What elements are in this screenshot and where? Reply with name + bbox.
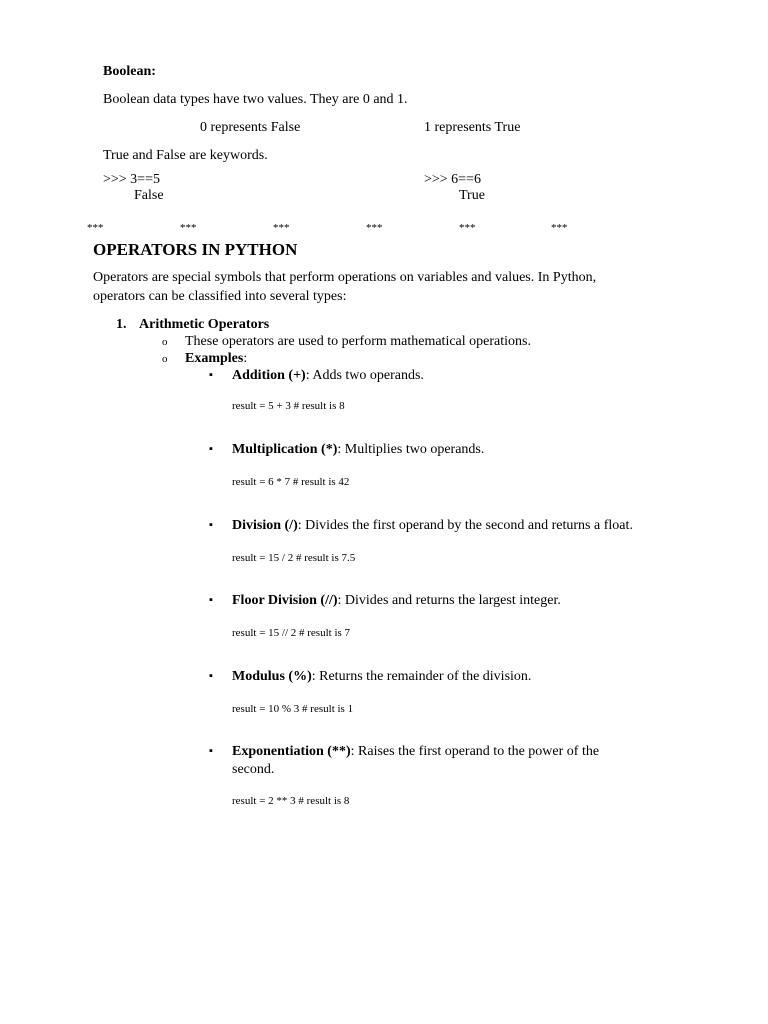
section-number: 1. [116,317,127,332]
multiplication-name: Multiplication (*) [232,442,338,457]
circle-bullet: o [162,353,168,365]
keywords-text: True and False are keywords. [103,148,268,163]
floor-division-code: result = 15 // 2 # result is 7 [232,627,351,639]
operators-intro-line2: operators can be classified into several types: [93,289,347,304]
exponentiation-name: Exponentiation (**) [232,744,351,759]
multiplication-item [232,442,484,459]
modulus-item [232,669,531,686]
division-desc: : Divides the first operand by the second and returns a float. [297,518,633,533]
bullet-description: These operators are used to perform mathematical operations. [185,334,531,349]
exponentiation-code: result = 2 ** 3 # result is 8 [232,795,350,807]
floor-division-desc: : Divides and returns the largest integer. [337,593,561,608]
separator-stars: *** [459,222,476,234]
square-bullet: ▪ [209,594,213,606]
exponentiation-desc-continued: second. [232,762,275,777]
multiplication-code: result = 6 * 7 # result is 42 [232,476,350,488]
square-bullet: ▪ [209,519,213,531]
boolean-intro: Boolean data types have two values. They are 0 and 1. [103,92,408,107]
operators-title: OPERATORS IN PYTHON [93,240,298,259]
separator-stars: *** [180,222,197,234]
separator-stars: *** [87,222,104,234]
example2-code: >>> 6==6 [424,172,481,187]
square-bullet: ▪ [209,443,213,455]
division-item [232,518,633,535]
section-title: Arithmetic Operators [139,317,270,332]
operators-intro-line1: Operators are special symbols that perform operations on variables and values. In Python, [93,270,597,285]
examples-bold: Examples [185,351,244,366]
addition-code: result = 5 + 3 # result is 8 [232,400,345,412]
separator-stars: *** [551,222,568,234]
modulus-name: Modulus (%) [232,669,312,684]
division-name: Division (/) [232,518,298,533]
example2-result: True [459,188,485,203]
examples-label [185,351,247,368]
addition-item [232,368,424,385]
modulus-code: result = 10 % 3 # result is 1 [232,703,354,715]
division-code: result = 15 / 2 # result is 7.5 [232,552,356,564]
square-bullet: ▪ [209,745,213,757]
square-bullet: ▪ [209,670,213,682]
addition-desc: : Adds two operands. [305,368,424,383]
floor-division-name: Floor Division (//) [232,593,338,608]
examples-colon: : [243,351,248,366]
separator-stars: *** [273,222,290,234]
circle-bullet: o [162,336,168,348]
exponentiation-item [232,744,599,761]
example1-result: False [134,188,164,203]
multiplication-desc: : Multiplies two operands. [337,442,485,457]
example1-code: >>> 3==5 [103,172,160,187]
boolean-heading: Boolean: [103,64,156,79]
zero-represents-false: 0 represents False [200,120,301,135]
modulus-desc: : Returns the remainder of the division. [311,669,532,684]
floor-division-item [232,593,561,610]
exponentiation-desc: : Raises the first operand to the power of the [350,744,600,759]
square-bullet: ▪ [209,369,213,381]
addition-name: Addition (+) [232,368,306,383]
one-represents-true: 1 represents True [424,120,521,135]
separator-stars: *** [366,222,383,234]
